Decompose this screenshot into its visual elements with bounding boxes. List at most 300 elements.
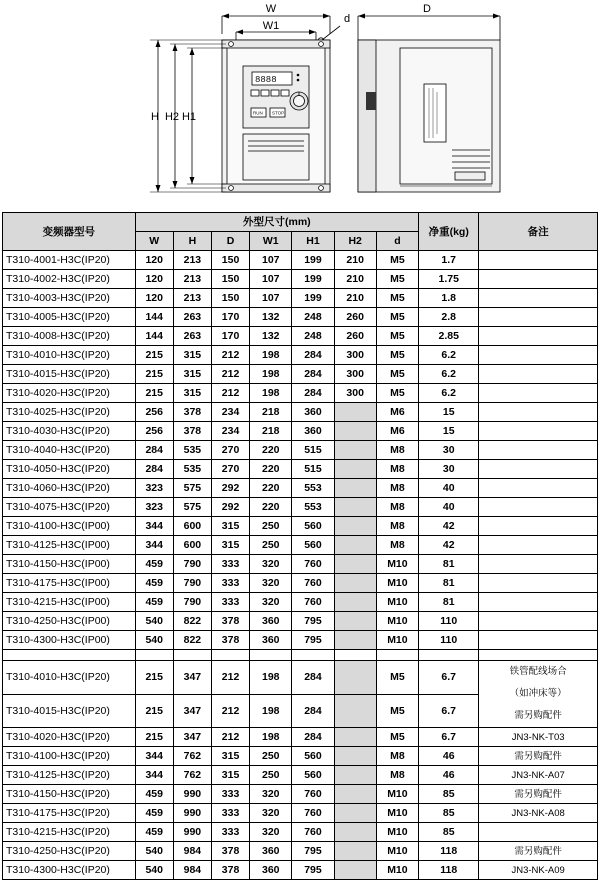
cell-remark-group xyxy=(479,661,598,728)
cell-h1: 284 xyxy=(292,365,334,384)
cell-remark xyxy=(479,251,598,270)
cell-h1: 199 xyxy=(292,289,334,308)
cell-w1: 250 xyxy=(250,747,292,766)
th-h: H xyxy=(173,232,211,251)
cell-weight: 1.8 xyxy=(419,289,479,308)
th-w: W xyxy=(135,232,173,251)
cell-model: T310-4060-H3C(IP20) xyxy=(3,479,136,498)
cell-d: 270 xyxy=(211,441,249,460)
spacer-cell xyxy=(479,650,598,661)
cell-h: 315 xyxy=(173,384,211,403)
cell-d: 234 xyxy=(211,403,249,422)
cell-model: T310-4015-H3C(IP20) xyxy=(3,365,136,384)
cell-remark xyxy=(479,327,598,346)
cell-remark xyxy=(479,498,598,517)
cell-d: 333 xyxy=(211,823,249,842)
cell-model: T310-4150-H3C(IP00) xyxy=(3,555,136,574)
cell-w: 459 xyxy=(135,555,173,574)
cell-model: T310-4005-H3C(IP20) xyxy=(3,308,136,327)
cell-weight: 6.7 xyxy=(419,728,479,747)
cell-w1: 220 xyxy=(250,460,292,479)
cell-h2 xyxy=(334,403,376,422)
table-row xyxy=(3,517,598,536)
cell-d: 378 xyxy=(211,861,249,880)
cell-h: 535 xyxy=(173,441,211,460)
cell-screw: M6 xyxy=(376,403,418,422)
cell-h1: 515 xyxy=(292,460,334,479)
th-h2: H2 xyxy=(334,232,376,251)
dimension-drawing xyxy=(0,0,600,212)
spacer-cell xyxy=(3,650,136,661)
cell-remark: 需另购配件 xyxy=(479,785,598,804)
cell-weight: 6.7 xyxy=(419,661,479,695)
label-d: d xyxy=(344,13,351,25)
cell-w1: 250 xyxy=(250,766,292,785)
cell-screw: M10 xyxy=(376,631,418,650)
cell-remark xyxy=(479,479,598,498)
cell-remark xyxy=(479,536,598,555)
cell-h1: 560 xyxy=(292,517,334,536)
cell-model: T310-4215-H3C(IP20) xyxy=(3,823,136,842)
cell-w1: 360 xyxy=(250,842,292,861)
cell-model: T310-4010-H3C(IP20) xyxy=(3,346,136,365)
table-row xyxy=(3,766,598,785)
th-d: D xyxy=(211,232,249,251)
cell-h1: 248 xyxy=(292,327,334,346)
cell-w: 215 xyxy=(135,661,173,695)
cell-w1: 320 xyxy=(250,574,292,593)
cell-d: 292 xyxy=(211,498,249,517)
table-row xyxy=(3,403,598,422)
cell-remark: 需另购配件 xyxy=(479,747,598,766)
cell-remark xyxy=(479,365,598,384)
cell-d: 212 xyxy=(211,384,249,403)
cell-w1: 132 xyxy=(250,308,292,327)
cell-d: 150 xyxy=(211,289,249,308)
cell-weight: 46 xyxy=(419,766,479,785)
cell-model: T310-4125-H3C(IP00) xyxy=(3,536,136,555)
label-H2: H2 xyxy=(164,111,180,123)
cell-weight: 81 xyxy=(419,593,479,612)
cell-weight: 81 xyxy=(419,555,479,574)
cell-h: 213 xyxy=(173,289,211,308)
cell-d: 292 xyxy=(211,479,249,498)
cell-h: 575 xyxy=(173,479,211,498)
cell-h1: 760 xyxy=(292,785,334,804)
cell-h: 762 xyxy=(173,747,211,766)
spacer-cell xyxy=(250,650,292,661)
cell-weight: 15 xyxy=(419,403,479,422)
cell-screw: M5 xyxy=(376,270,418,289)
table-row xyxy=(3,498,598,517)
cell-h1: 795 xyxy=(292,612,334,631)
cell-h2 xyxy=(334,766,376,785)
cell-screw: M8 xyxy=(376,498,418,517)
cell-h: 347 xyxy=(173,661,211,695)
cell-screw: M10 xyxy=(376,785,418,804)
cell-h: 263 xyxy=(173,327,211,346)
table-row xyxy=(3,661,598,695)
cell-weight: 85 xyxy=(419,785,479,804)
keypad-stop-label: STOP xyxy=(272,110,285,116)
cell-w: 256 xyxy=(135,422,173,441)
cell-screw: M5 xyxy=(376,308,418,327)
cell-d: 170 xyxy=(211,327,249,346)
table-row xyxy=(3,536,598,555)
cell-model: T310-4020-H3C(IP20) xyxy=(3,728,136,747)
cell-h1: 284 xyxy=(292,346,334,365)
cell-w: 323 xyxy=(135,479,173,498)
cell-model: T310-4175-H3C(IP20) xyxy=(3,804,136,823)
cell-screw: M10 xyxy=(376,612,418,631)
table-row xyxy=(3,593,598,612)
cell-d: 150 xyxy=(211,270,249,289)
cell-h2 xyxy=(334,574,376,593)
table-row xyxy=(3,460,598,479)
cell-h1: 560 xyxy=(292,747,334,766)
cell-h1: 795 xyxy=(292,631,334,650)
cell-screw: M8 xyxy=(376,766,418,785)
cell-model: T310-4040-H3C(IP20) xyxy=(3,441,136,460)
cell-h1: 760 xyxy=(292,804,334,823)
th-w1: W1 xyxy=(250,232,292,251)
table-row xyxy=(3,479,598,498)
cell-weight: 110 xyxy=(419,631,479,650)
cell-w: 215 xyxy=(135,728,173,747)
cell-d: 378 xyxy=(211,842,249,861)
cell-h1: 199 xyxy=(292,251,334,270)
cell-w: 215 xyxy=(135,346,173,365)
cell-h: 575 xyxy=(173,498,211,517)
table-row xyxy=(3,574,598,593)
cell-screw: M5 xyxy=(376,346,418,365)
cell-h: 790 xyxy=(173,555,211,574)
table-row xyxy=(3,384,598,403)
spacer-cell xyxy=(334,650,376,661)
cell-w: 120 xyxy=(135,270,173,289)
cell-screw: M10 xyxy=(376,593,418,612)
cell-w1: 320 xyxy=(250,804,292,823)
cell-weight: 85 xyxy=(419,823,479,842)
table-row xyxy=(3,308,598,327)
cell-h2 xyxy=(334,498,376,517)
cell-h1: 760 xyxy=(292,574,334,593)
spacer-cell xyxy=(135,650,173,661)
cell-model: T310-4003-H3C(IP20) xyxy=(3,289,136,308)
table-row xyxy=(3,555,598,574)
cell-w1: 360 xyxy=(250,861,292,880)
spacer-cell xyxy=(211,650,249,661)
cell-h: 263 xyxy=(173,308,211,327)
spacer-cell xyxy=(173,650,211,661)
cell-d: 212 xyxy=(211,661,249,695)
cell-h1: 199 xyxy=(292,270,334,289)
cell-model: T310-4125-H3C(IP20) xyxy=(3,766,136,785)
label-D: D xyxy=(423,3,431,15)
cell-w: 459 xyxy=(135,823,173,842)
table-row xyxy=(3,327,598,346)
table-row xyxy=(3,289,598,308)
cell-d: 150 xyxy=(211,251,249,270)
cell-remark xyxy=(479,517,598,536)
cell-h1: 553 xyxy=(292,498,334,517)
remark-line-1: 铁管配线场合 xyxy=(509,666,567,677)
table-row xyxy=(3,270,598,289)
cell-h2 xyxy=(334,593,376,612)
cell-d: 270 xyxy=(211,460,249,479)
th-weight: 净重(kg) xyxy=(419,213,479,251)
cell-w1: 198 xyxy=(250,694,292,728)
cell-remark: JN3-NK-A08 xyxy=(479,804,598,823)
cell-h2 xyxy=(334,804,376,823)
cell-weight: 2.85 xyxy=(419,327,479,346)
cell-model: T310-4050-H3C(IP20) xyxy=(3,460,136,479)
cell-w1: 360 xyxy=(250,612,292,631)
th-remark: 备注 xyxy=(479,213,598,251)
cell-h2 xyxy=(334,785,376,804)
table-row xyxy=(3,612,598,631)
cell-h: 984 xyxy=(173,842,211,861)
cell-w1: 220 xyxy=(250,498,292,517)
cell-w1: 218 xyxy=(250,422,292,441)
cell-h1: 760 xyxy=(292,593,334,612)
cell-w1: 320 xyxy=(250,823,292,842)
cell-d: 333 xyxy=(211,804,249,823)
cell-d: 378 xyxy=(211,612,249,631)
th-h1: H1 xyxy=(292,232,334,251)
cell-w: 344 xyxy=(135,517,173,536)
cell-h: 990 xyxy=(173,823,211,842)
spacer-cell xyxy=(419,650,479,661)
cell-h: 990 xyxy=(173,785,211,804)
cell-h1: 795 xyxy=(292,842,334,861)
cell-model: T310-4015-H3C(IP20) xyxy=(3,694,136,728)
cell-screw: M10 xyxy=(376,842,418,861)
label-H1: H1 xyxy=(181,111,197,123)
cell-remark: JN3-NK-A07 xyxy=(479,766,598,785)
cell-screw: M10 xyxy=(376,574,418,593)
keypad-display-text: 8888 xyxy=(255,75,277,85)
cell-remark xyxy=(479,593,598,612)
cell-d: 315 xyxy=(211,517,249,536)
cell-weight: 15 xyxy=(419,422,479,441)
cell-weight: 6.2 xyxy=(419,346,479,365)
cell-weight: 42 xyxy=(419,536,479,555)
cell-remark xyxy=(479,270,598,289)
cell-w: 344 xyxy=(135,747,173,766)
cell-h2: 300 xyxy=(334,346,376,365)
cell-screw: M5 xyxy=(376,251,418,270)
cell-w1: 107 xyxy=(250,289,292,308)
cell-d: 212 xyxy=(211,728,249,747)
cell-w1: 220 xyxy=(250,441,292,460)
th-model: 变频器型号 xyxy=(3,213,136,251)
cell-h: 378 xyxy=(173,403,211,422)
cell-screw: M5 xyxy=(376,289,418,308)
cell-h2 xyxy=(334,661,376,695)
cell-w: 459 xyxy=(135,593,173,612)
cell-model: T310-4250-H3C(IP00) xyxy=(3,612,136,631)
cell-w: 120 xyxy=(135,251,173,270)
cell-d: 212 xyxy=(211,346,249,365)
cell-h2 xyxy=(334,728,376,747)
cell-h2 xyxy=(334,694,376,728)
remark-line-2: （如冲床等） xyxy=(509,688,567,699)
cell-w: 344 xyxy=(135,536,173,555)
cell-screw: M8 xyxy=(376,517,418,536)
spacer-cell xyxy=(292,650,334,661)
cell-h2: 210 xyxy=(334,270,376,289)
cell-model: T310-4025-H3C(IP20) xyxy=(3,403,136,422)
cell-w1: 320 xyxy=(250,785,292,804)
cell-w: 540 xyxy=(135,861,173,880)
cell-w: 459 xyxy=(135,785,173,804)
cell-w: 284 xyxy=(135,441,173,460)
cell-h2 xyxy=(334,612,376,631)
cell-remark xyxy=(479,308,598,327)
cell-w1: 198 xyxy=(250,661,292,695)
cell-w: 459 xyxy=(135,574,173,593)
cell-w: 540 xyxy=(135,612,173,631)
cell-w: 144 xyxy=(135,308,173,327)
cell-weight: 6.2 xyxy=(419,384,479,403)
cell-h2 xyxy=(334,823,376,842)
cell-d: 378 xyxy=(211,631,249,650)
cell-h2 xyxy=(334,747,376,766)
table-row xyxy=(3,747,598,766)
cell-w1: 320 xyxy=(250,593,292,612)
cell-screw: M8 xyxy=(376,441,418,460)
cell-remark xyxy=(479,441,598,460)
table-row xyxy=(3,823,598,842)
cell-model: T310-4020-H3C(IP20) xyxy=(3,384,136,403)
cell-model: T310-4150-H3C(IP20) xyxy=(3,785,136,804)
label-W: W xyxy=(265,3,277,15)
cell-w: 540 xyxy=(135,842,173,861)
cell-screw: M5 xyxy=(376,728,418,747)
cell-model: T310-4001-H3C(IP20) xyxy=(3,251,136,270)
table-row xyxy=(3,631,598,650)
cell-d: 315 xyxy=(211,747,249,766)
cell-remark: 需另购配件 xyxy=(479,842,598,861)
cell-weight: 46 xyxy=(419,747,479,766)
cell-h1: 515 xyxy=(292,441,334,460)
cell-h2 xyxy=(334,842,376,861)
keypad-run-label: RUN xyxy=(253,110,263,116)
cell-model: T310-4215-H3C(IP00) xyxy=(3,593,136,612)
cell-w1: 198 xyxy=(250,346,292,365)
cell-d: 234 xyxy=(211,422,249,441)
cell-h: 378 xyxy=(173,422,211,441)
cell-weight: 30 xyxy=(419,460,479,479)
cell-h: 990 xyxy=(173,804,211,823)
cell-weight: 110 xyxy=(419,612,479,631)
cell-screw: M10 xyxy=(376,804,418,823)
cell-h2 xyxy=(334,517,376,536)
cell-h2: 300 xyxy=(334,384,376,403)
cell-model: T310-4300-H3C(IP20) xyxy=(3,861,136,880)
cell-w: 323 xyxy=(135,498,173,517)
cell-remark xyxy=(479,631,598,650)
cell-w: 144 xyxy=(135,327,173,346)
cell-screw: M8 xyxy=(376,747,418,766)
cell-remark xyxy=(479,346,598,365)
cell-d: 333 xyxy=(211,555,249,574)
spacer-cell xyxy=(376,650,418,661)
th-dimension-group: 外型尺寸(mm) xyxy=(135,213,418,232)
table-row xyxy=(3,728,598,747)
cell-weight: 118 xyxy=(419,861,479,880)
cell-h: 347 xyxy=(173,694,211,728)
cell-d: 315 xyxy=(211,536,249,555)
cell-w1: 198 xyxy=(250,384,292,403)
cell-screw: M5 xyxy=(376,694,418,728)
cell-remark xyxy=(479,555,598,574)
cell-weight: 6.2 xyxy=(419,365,479,384)
table-row xyxy=(3,861,598,880)
cell-w1: 320 xyxy=(250,555,292,574)
cell-weight: 1.7 xyxy=(419,251,479,270)
cell-h2 xyxy=(334,441,376,460)
cell-w: 256 xyxy=(135,403,173,422)
cell-h1: 760 xyxy=(292,823,334,842)
cell-h2 xyxy=(334,536,376,555)
cell-h1: 795 xyxy=(292,861,334,880)
cell-w: 344 xyxy=(135,766,173,785)
cell-h1: 284 xyxy=(292,384,334,403)
cell-h: 347 xyxy=(173,728,211,747)
cell-weight: 40 xyxy=(419,479,479,498)
cell-screw: M6 xyxy=(376,422,418,441)
cell-screw: M5 xyxy=(376,327,418,346)
cell-weight: 81 xyxy=(419,574,479,593)
cell-h1: 284 xyxy=(292,694,334,728)
cell-d: 333 xyxy=(211,574,249,593)
cell-h1: 284 xyxy=(292,728,334,747)
cell-h2 xyxy=(334,479,376,498)
cell-w: 540 xyxy=(135,631,173,650)
cell-w1: 218 xyxy=(250,403,292,422)
cell-model: T310-4100-H3C(IP20) xyxy=(3,747,136,766)
cell-d: 315 xyxy=(211,766,249,785)
cell-screw: M10 xyxy=(376,555,418,574)
cell-h: 984 xyxy=(173,861,211,880)
cell-d: 212 xyxy=(211,365,249,384)
cell-h: 315 xyxy=(173,365,211,384)
cell-w1: 107 xyxy=(250,251,292,270)
table-spacer-row xyxy=(3,650,598,661)
cell-h: 600 xyxy=(173,517,211,536)
cell-model: T310-4008-H3C(IP20) xyxy=(3,327,136,346)
cell-w1: 132 xyxy=(250,327,292,346)
cell-remark xyxy=(479,403,598,422)
cell-screw: M5 xyxy=(376,384,418,403)
cell-h1: 560 xyxy=(292,536,334,555)
cell-h2: 210 xyxy=(334,289,376,308)
cell-h2: 300 xyxy=(334,365,376,384)
table-row xyxy=(3,251,598,270)
cell-model: T310-4002-H3C(IP20) xyxy=(3,270,136,289)
cell-w1: 198 xyxy=(250,365,292,384)
cell-d: 333 xyxy=(211,785,249,804)
cell-weight: 118 xyxy=(419,842,479,861)
cell-h1: 553 xyxy=(292,479,334,498)
cell-h: 600 xyxy=(173,536,211,555)
cell-screw: M8 xyxy=(376,460,418,479)
cell-w1: 107 xyxy=(250,270,292,289)
remark-line-3: 需另购配件 xyxy=(514,710,562,721)
cell-screw: M5 xyxy=(376,661,418,695)
